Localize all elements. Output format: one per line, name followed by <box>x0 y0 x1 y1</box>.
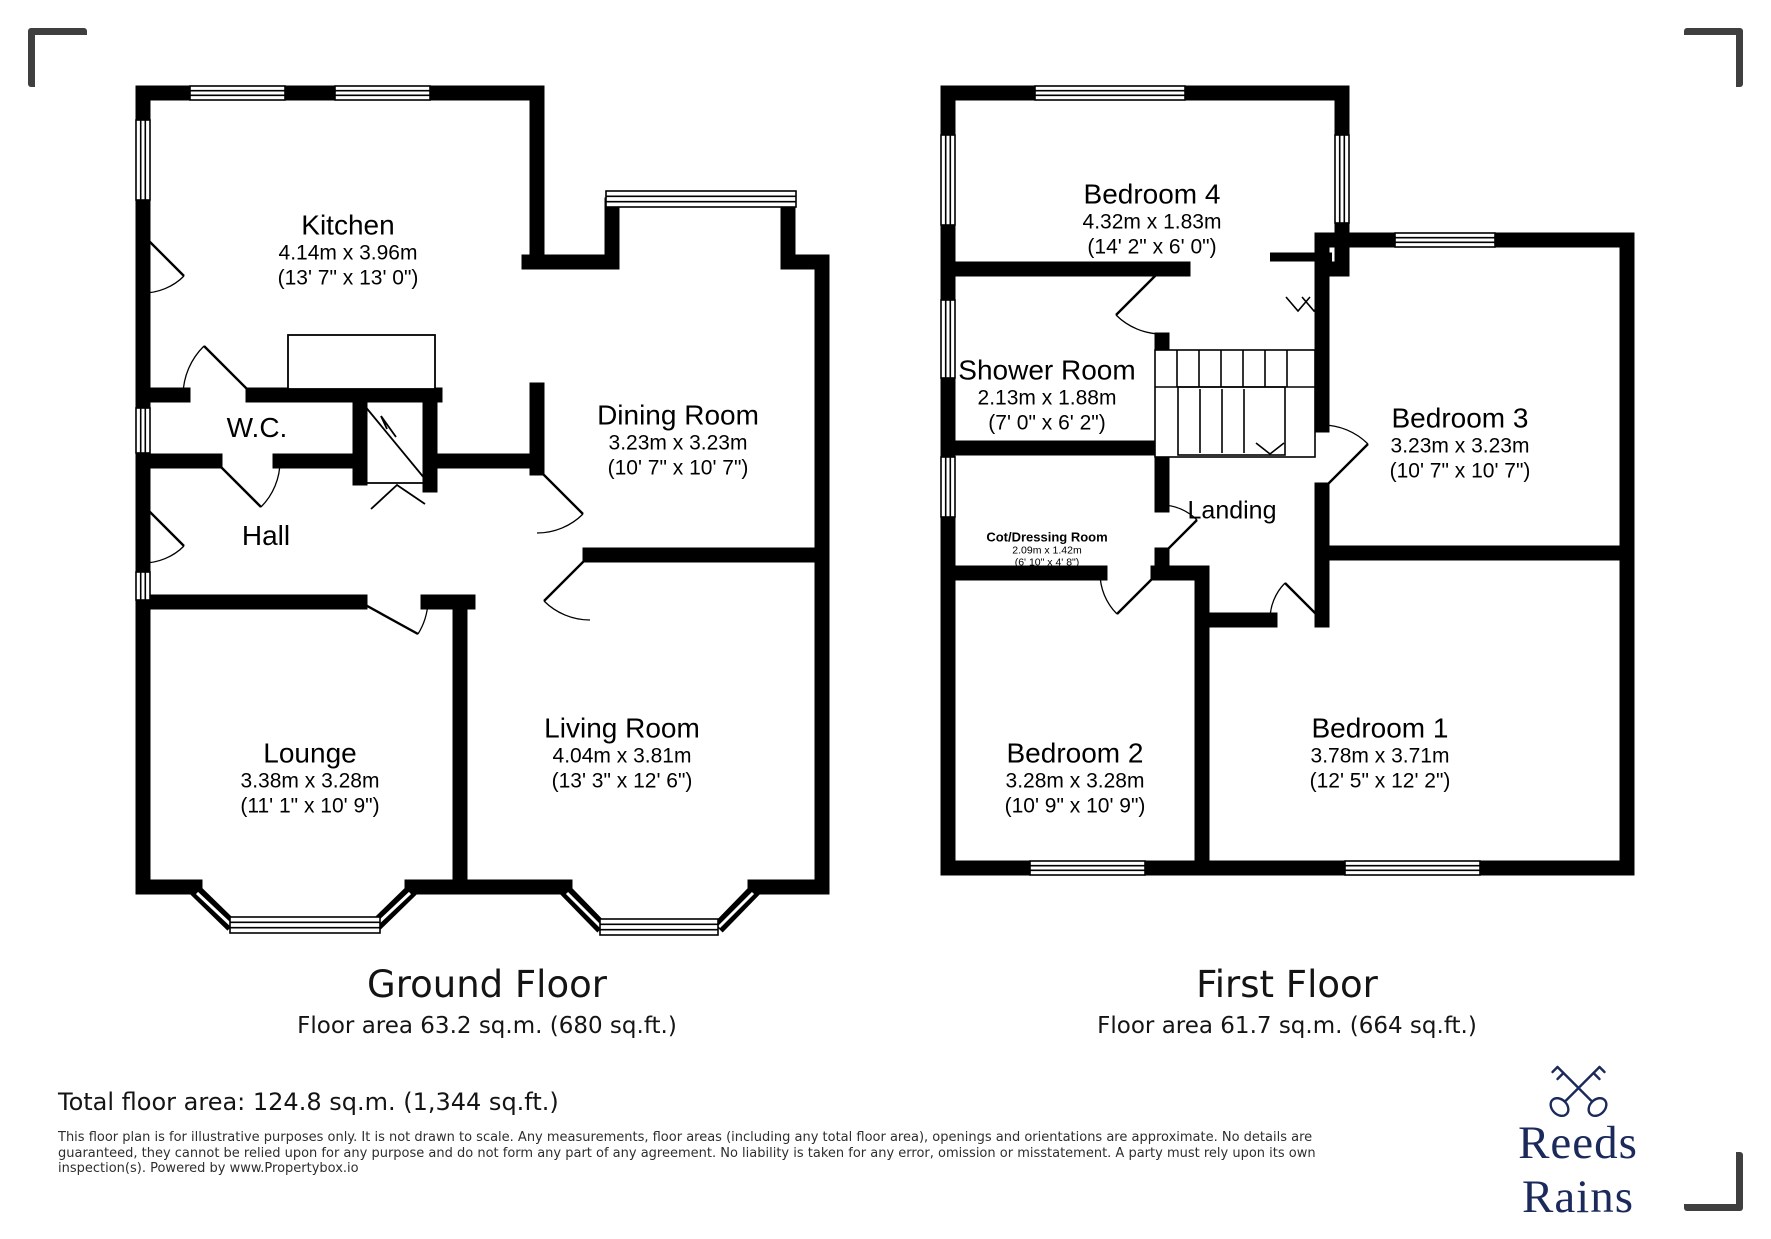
room-dims-metric: 2.09m x 1.42m <box>1012 544 1082 557</box>
room-dims-imperial: (10' 9" x 10' 9") <box>1004 794 1146 818</box>
room-name: Bedroom 3 <box>1391 402 1529 434</box>
first-floor-area: Floor area 61.7 sq.m. (664 sq.ft.) <box>1097 1013 1477 1039</box>
room-label-cot-dressing-room <box>986 529 1107 568</box>
room-dims-imperial: (6' 10" x 4' 8") <box>1014 556 1080 569</box>
room-label-bedroom-4 <box>1083 178 1222 259</box>
room-label-wc <box>227 412 288 444</box>
room-dims-imperial: (12' 5" x 12' 2") <box>1309 769 1451 793</box>
room-name: Kitchen <box>301 209 395 241</box>
room-label-landing <box>1188 497 1277 526</box>
room-dims-imperial: (13' 3" x 12' 6") <box>551 769 693 793</box>
corner-mark-bottom-right-icon <box>1684 1152 1743 1211</box>
room-name: Bedroom 4 <box>1083 178 1221 210</box>
room-label-bedroom-1 <box>1310 712 1451 793</box>
room-dims-metric: 3.38m x 3.28m <box>240 769 380 793</box>
ground-floor-title: Ground Floor <box>367 963 607 1006</box>
room-label-lounge <box>240 737 379 818</box>
room-dims-imperial: (14' 2" x 6' 0") <box>1087 235 1217 259</box>
room-name: Landing <box>1187 496 1277 525</box>
corner-mark-top-right-icon <box>1684 28 1743 87</box>
room-dims-imperial: (10' 7" x 10' 7") <box>1389 459 1531 483</box>
room-name: Bedroom 1 <box>1311 712 1449 744</box>
room-dims-imperial: (13' 7" x 13' 0") <box>277 266 419 290</box>
room-dims-metric: 3.28m x 3.28m <box>1005 769 1145 793</box>
ground-floor-area: Floor area 63.2 sq.m. (680 sq.ft.) <box>297 1013 677 1039</box>
room-label-shower-room <box>958 354 1135 435</box>
room-name: Living Room <box>544 712 700 744</box>
disclaimer-text: This floor plan is for illustrative purposes only. It is not drawn to scale. Any measurements, floor areas (including any total floor area), openings and orientations are approximate. No details are guaranteed, they cannot be relied upon for any purpose and do not form any part of any agreement. No liability is taken for any error, omission or misstatement. A party must rely upon its own inspection(s). Powered by www.Propertybox.io <box>58 1130 1316 1176</box>
room-dims-metric: 2.13m x 1.88m <box>977 386 1117 410</box>
room-label-hall <box>242 520 290 552</box>
room-name: Cot/Dressing Room <box>986 529 1108 545</box>
room-dims-metric: 3.23m x 3.23m <box>1390 434 1530 458</box>
room-dims-metric: 4.04m x 3.81m <box>552 744 692 768</box>
corner-mark-top-left-icon <box>28 28 87 87</box>
room-label-bedroom-2 <box>1005 737 1146 818</box>
room-dims-imperial: (11' 1" x 10' 9") <box>240 794 380 818</box>
room-label-kitchen <box>278 209 419 290</box>
total-floor-area: Total floor area: 124.8 sq.m. (1,344 sq.ft.) <box>58 1088 559 1116</box>
first-floor-title: First Floor <box>1196 963 1378 1006</box>
room-name: Hall <box>241 519 291 551</box>
room-name: Lounge <box>263 737 357 769</box>
room-dims-metric: 3.23m x 3.23m <box>608 431 748 455</box>
room-name: Dining Room <box>597 399 759 431</box>
room-label-living-room <box>544 712 700 793</box>
staircase <box>1155 297 1326 457</box>
crossed-keys-icon <box>1543 1058 1613 1120</box>
room-dims-metric: 4.14m x 3.96m <box>278 241 418 265</box>
room-name: Bedroom 2 <box>1006 737 1144 769</box>
room-dims-imperial: (10' 7" x 10' 7") <box>607 456 749 480</box>
room-dims-metric: 3.78m x 3.71m <box>1310 744 1450 768</box>
logo-text: Reeds Rains <box>1518 1117 1638 1223</box>
room-dims-metric: 4.32m x 1.83m <box>1082 210 1222 234</box>
reeds-rains-logo <box>1482 1058 1675 1224</box>
room-name: W.C. <box>226 411 288 443</box>
room-name: Shower Room <box>958 354 1136 386</box>
room-label-bedroom-3 <box>1390 402 1531 483</box>
room-label-dining-room <box>597 399 759 480</box>
room-dims-imperial: (7' 0" x 6' 2") <box>988 411 1106 435</box>
